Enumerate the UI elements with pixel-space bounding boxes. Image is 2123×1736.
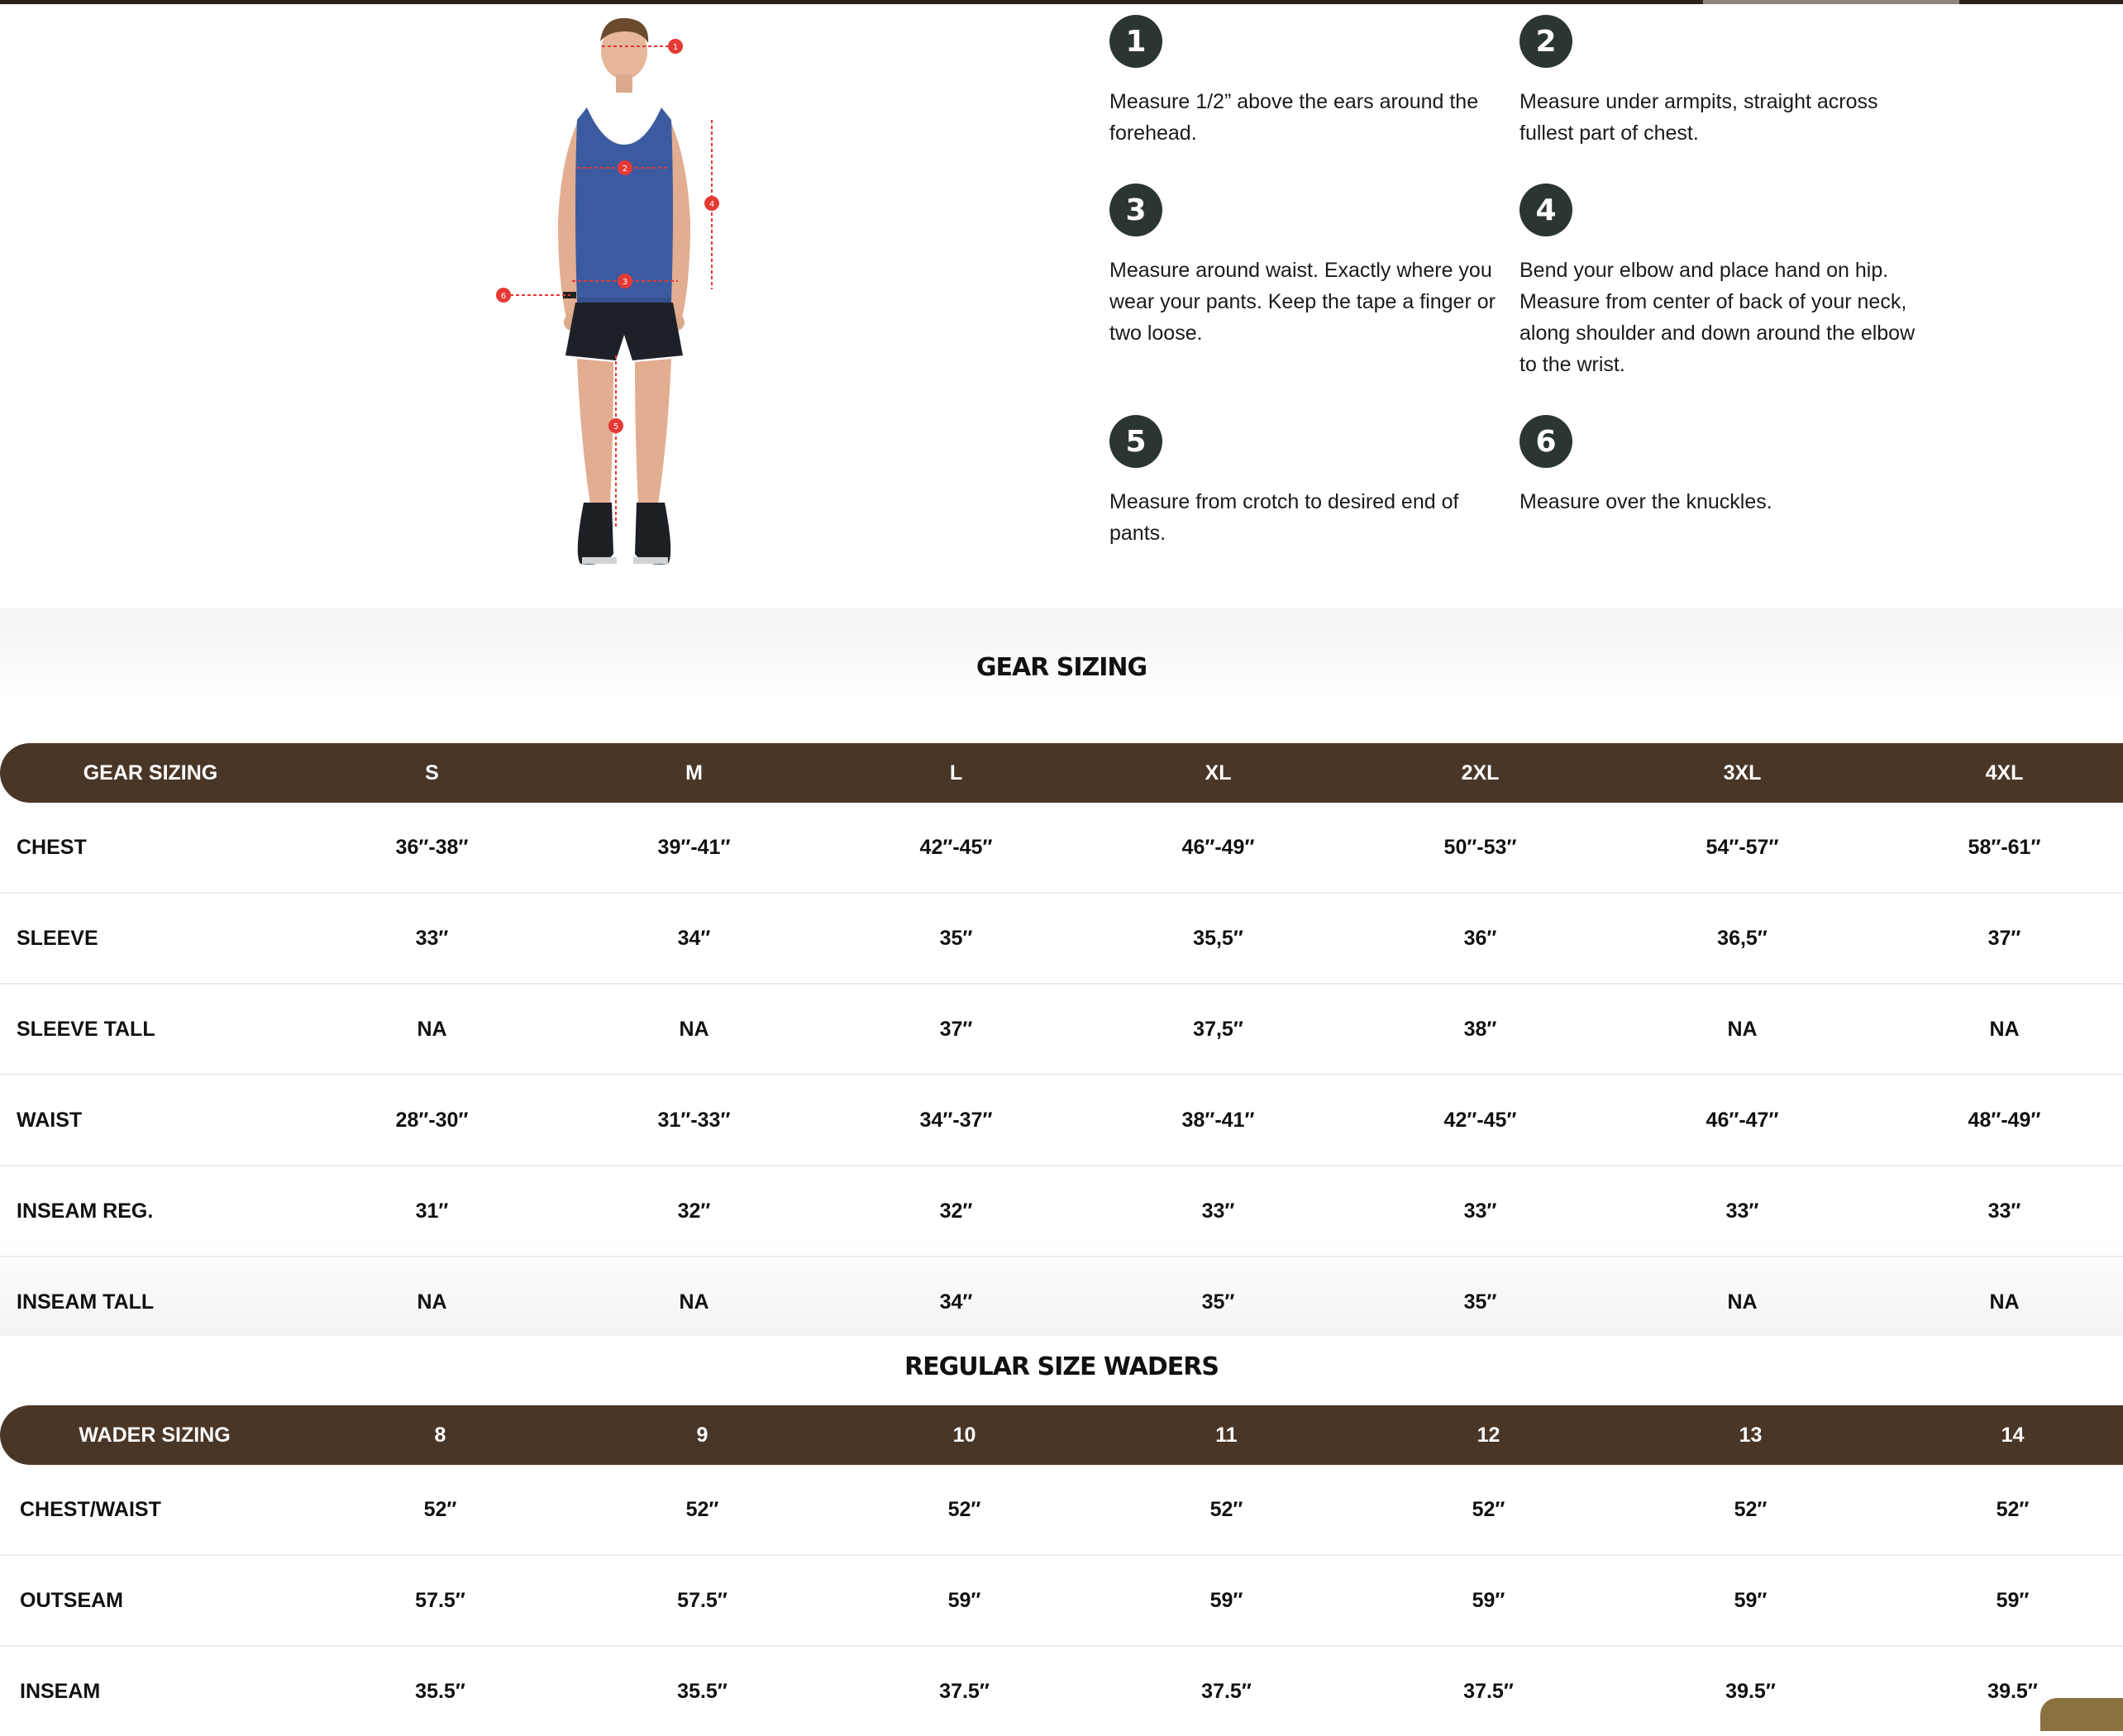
gear-sizing-table [0,743,2123,1347]
table-cell: 31″-33″ [657,1108,731,1132]
wader-table-header [0,1405,2123,1465]
row-label: CHEST/WAIST [20,1497,161,1521]
table-cell: 35″ [939,926,973,950]
wader-sizing-table [0,1405,2123,1736]
header-cell: 13 [1739,1423,1763,1447]
row-label: INSEAM [20,1679,101,1703]
row-label: WAIST [17,1108,83,1132]
table-cell: 32″ [677,1199,711,1223]
step-3 [1109,184,1515,349]
table-cell: 37″ [939,1017,973,1041]
table-cell: 54″-57″ [1706,835,1779,859]
table-row [0,894,2123,985]
table-row [0,1465,2123,1556]
table-cell: 33″ [1201,1199,1235,1223]
table-row [0,1647,2123,1736]
marker-2-label: 2 [622,165,628,174]
step-number: 3 [1109,184,1162,236]
table-cell: NA [1727,1017,1758,1041]
table-cell: 36″-38″ [395,835,469,859]
table-cell: NA [417,1290,447,1314]
table-cell: 52″ [1996,1497,2030,1521]
table-cell: 52″ [1734,1497,1768,1521]
table-cell: 34″ [939,1290,973,1314]
row-label: OUTSEAM [20,1588,123,1612]
table-cell: 48″-49″ [1968,1108,2041,1132]
row-label: INSEAM REG. [17,1199,154,1223]
table-row [0,985,2123,1075]
row-label: CHEST [17,835,87,859]
table-cell: 39.5″ [1725,1679,1776,1703]
table-cell: 52″ [423,1497,457,1521]
table-cell: 37.5″ [1463,1679,1514,1703]
chat-widget-button[interactable] [2040,1698,2123,1731]
measurement-figure [479,8,752,579]
top-bar [0,0,2123,4]
wader-table-body [0,1465,2123,1736]
step-6 [1519,415,1925,517]
table-row [0,1556,2123,1647]
table-row [0,1166,2123,1257]
marker-4-label: 4 [708,200,715,209]
table-cell: 34″-37″ [919,1108,993,1132]
table-cell: 32″ [939,1199,973,1223]
table-row [0,1075,2123,1166]
header-cell: 11 [1215,1423,1238,1447]
table-cell: 37.5″ [1201,1679,1252,1703]
table-cell: 36,5″ [1717,926,1768,950]
table-cell: 59″ [947,1588,981,1612]
table-cell: NA [1989,1290,2020,1314]
header-cell: M [685,761,703,785]
row-label: SLEEVE [17,926,98,950]
table-cell: 37″ [1987,926,2021,950]
step-text: Bend your elbow and place hand on hip. Measure from center of back of your neck, along shoulder and down around the elbow to the wrist. [1519,259,1915,376]
table-cell: 36″ [1463,926,1497,950]
header-cell: GEAR SIZING [83,761,218,785]
step-4 [1519,184,1925,380]
step-2 [1519,15,1925,149]
table-cell: 28″-30″ [395,1108,469,1132]
table-cell: 52″ [685,1497,719,1521]
table-cell: 50″-53″ [1443,835,1517,859]
table-cell: 58″-61″ [1968,835,2041,859]
table-cell: 35.5″ [677,1679,728,1703]
table-cell: 59″ [1734,1588,1768,1612]
table-cell: 35,5″ [1193,926,1243,950]
row-label: INSEAM TALL [17,1290,155,1314]
header-cell: 10 [952,1423,976,1447]
waders-section-title: REGULAR SIZE WADERS [904,1352,1219,1381]
table-cell: NA [679,1017,709,1041]
table-cell: 35.5″ [415,1679,465,1703]
header-cell: 3XL [1723,761,1762,785]
step-number: 5 [1109,415,1162,468]
table-cell: 52″ [947,1497,981,1521]
step-1 [1109,15,1515,149]
top-bar-highlight [1703,0,1959,4]
header-cell: 9 [696,1423,708,1447]
header-cell: L [949,761,963,785]
table-cell: 57.5″ [677,1588,728,1612]
gear-table-body [0,803,2123,1347]
header-cell: 14 [2001,1423,2025,1447]
step-text: Measure around waist. Exactly where you wear your pants. Keep the tape a finger or two loose. [1109,259,1496,345]
step-text: Measure over the knuckles. [1519,490,1772,513]
table-cell: 42″-45″ [919,835,993,859]
gear-section-title: GEAR SIZING [976,653,1147,682]
table-cell: 52″ [1472,1497,1505,1521]
table-cell: NA [679,1290,709,1314]
marker-3-label: 3 [622,278,628,287]
header-cell: XL [1205,761,1232,785]
table-row [0,803,2123,894]
table-cell: 42″-45″ [1443,1108,1517,1132]
table-cell: 33″ [1987,1199,2021,1223]
table-cell: 37,5″ [1193,1017,1243,1041]
row-label: SLEEVE TALL [17,1017,155,1041]
table-cell: 38″ [1463,1017,1497,1041]
marker-5-label: 5 [613,422,619,432]
marker-6-label: 6 [500,292,507,301]
table-cell: 37.5″ [939,1679,990,1703]
gear-table-header [0,743,2123,803]
table-cell: 59″ [1472,1588,1505,1612]
table-cell: 35″ [1201,1290,1235,1314]
table-cell: 35″ [1463,1290,1497,1314]
step-number: 6 [1519,415,1572,468]
table-cell: 33″ [415,926,449,950]
step-5 [1109,415,1515,549]
table-cell: 57.5″ [415,1588,465,1612]
table-cell: 33″ [1463,1199,1497,1223]
step-text: Measure 1/2” above the ears around the forehead. [1109,90,1479,145]
table-row [0,1257,2123,1347]
header-cell: 8 [434,1423,446,1447]
table-cell: 39″-41″ [657,835,731,859]
header-cell: WADER SIZING [79,1423,231,1447]
step-number: 4 [1519,184,1572,236]
step-number: 2 [1519,15,1572,68]
table-cell: 34″ [677,926,711,950]
table-cell: 46″-47″ [1706,1108,1779,1132]
marker-1-label: 1 [672,43,679,52]
step-text: Measure under armpits, straight across fullest part of chest. [1519,90,1878,145]
table-cell: 59″ [1996,1588,2030,1612]
table-cell: NA [417,1017,447,1041]
man-illustration [479,8,752,579]
table-cell: 46″-49″ [1181,835,1255,859]
header-cell: S [425,761,439,785]
table-cell: NA [1727,1290,1758,1314]
table-cell: 31″ [415,1199,449,1223]
step-text: Measure from crotch to desired end of pants. [1109,490,1459,545]
table-cell: 39.5″ [1987,1679,2038,1703]
table-cell: 59″ [1209,1588,1243,1612]
header-cell: 2XL [1461,761,1500,785]
table-cell: NA [1989,1017,2020,1041]
table-cell: 38″-41″ [1181,1108,1255,1132]
table-cell: 52″ [1209,1497,1243,1521]
table-cell: 33″ [1725,1199,1759,1223]
step-number: 1 [1109,15,1162,68]
header-cell: 12 [1477,1423,1500,1447]
header-cell: 4XL [1985,761,2024,785]
